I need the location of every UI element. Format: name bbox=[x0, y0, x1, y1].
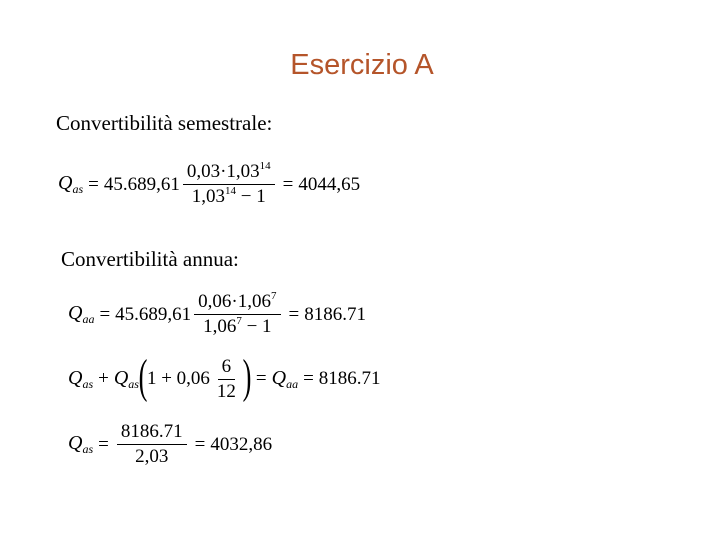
plus-sign: + bbox=[98, 368, 109, 389]
equals-sign: = bbox=[99, 303, 111, 325]
inner-expression: 1 + 0,06 bbox=[146, 368, 210, 389]
variable-q-as: $Q_{as}$ bbox=[68, 432, 94, 456]
result-value: 8186.71 bbox=[318, 368, 381, 389]
fraction-numerator: $0,06\cdot 1,06^7$ bbox=[194, 292, 280, 315]
slide-title: Esercizio A bbox=[290, 49, 434, 81]
equals-sign: = bbox=[194, 433, 206, 455]
fraction-denominator: 12 bbox=[216, 380, 236, 402]
equals-sign: = bbox=[98, 433, 109, 455]
equation-equivalence bbox=[68, 350, 381, 403]
fraction-numerator: 8186.71 bbox=[117, 422, 187, 445]
right-parenthesis: ) bbox=[242, 350, 252, 403]
variable-q-as: $Q_{as}$ bbox=[68, 366, 94, 391]
fraction-numerator: $0,03\cdot 1,03^{14}$ bbox=[183, 162, 275, 185]
equation-semestrale bbox=[58, 162, 360, 207]
coefficient: 45.689,61 bbox=[115, 303, 192, 325]
equals-sign: = bbox=[282, 173, 294, 195]
equation-result bbox=[68, 422, 272, 467]
equals-sign: = bbox=[255, 368, 267, 389]
section-heading-semestrale: Convertibilità semestrale: bbox=[56, 111, 273, 135]
equals-sign: = bbox=[303, 368, 314, 389]
equals-sign: = bbox=[288, 303, 300, 325]
coefficient: 45.689,61 bbox=[103, 173, 180, 195]
equation-annua bbox=[68, 292, 366, 337]
fraction bbox=[117, 422, 187, 467]
result-value: 4044,65 bbox=[298, 173, 361, 195]
left-parenthesis: ( bbox=[138, 350, 148, 403]
fraction bbox=[183, 162, 275, 207]
variable-q-as: $Q_{as}$ bbox=[58, 172, 84, 196]
result-value: 4032,86 bbox=[210, 433, 273, 455]
fraction-numerator: 6 bbox=[218, 357, 236, 380]
fraction-denominator: $1,03^{14} - 1$ bbox=[191, 185, 266, 207]
variable-q-aa: $Q_{aa}$ bbox=[68, 302, 95, 326]
fraction-denominator: $1,06^7 - 1$ bbox=[203, 315, 272, 337]
section-heading-annua: Convertibilità annua: bbox=[61, 247, 239, 271]
fraction-denominator: 2,03 bbox=[135, 446, 169, 467]
result-value: 8186.71 bbox=[304, 303, 366, 325]
equals-sign: = bbox=[88, 173, 99, 195]
fraction bbox=[194, 292, 280, 337]
variable-q-as: $Q_{as}$ bbox=[113, 366, 139, 391]
fraction bbox=[213, 357, 240, 402]
variable-q-aa: $Q_{aa}$ bbox=[271, 366, 299, 391]
